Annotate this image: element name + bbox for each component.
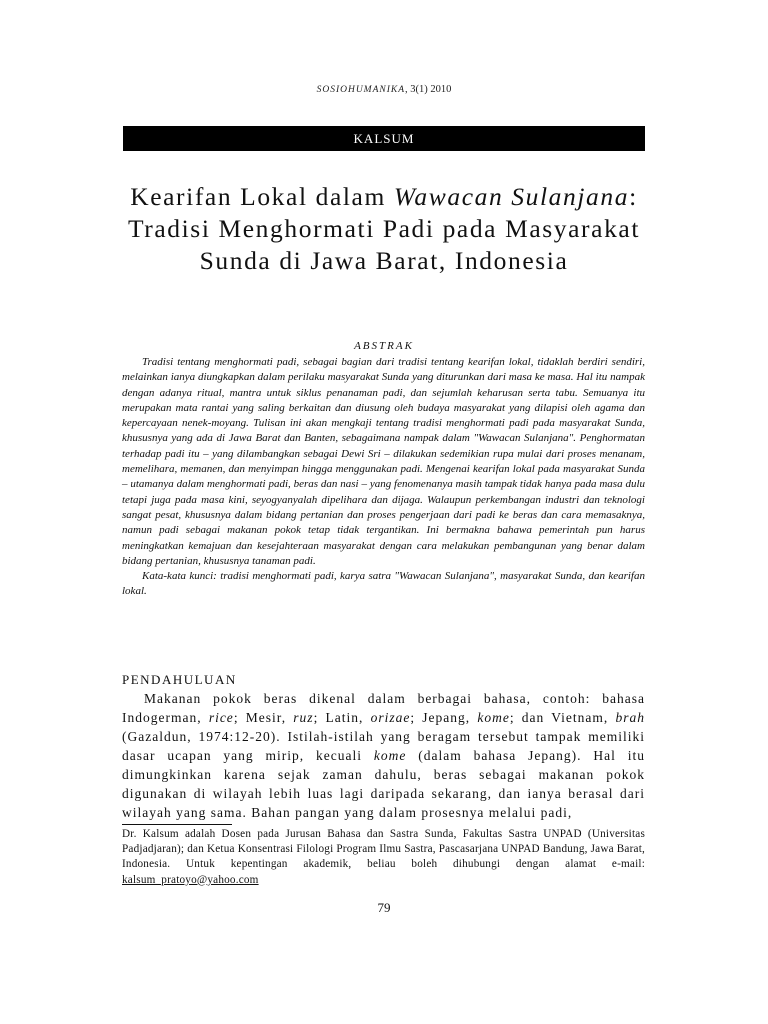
journal-header: [0, 84, 768, 95]
author-email-link[interactable]: kalsum_pratoyo@yahoo.com: [122, 873, 259, 886]
title-part-1: Kearifan Lokal dalam: [130, 182, 394, 211]
body-text-5: ; dan Vietnam,: [509, 710, 616, 725]
journal-name: SOSIOHUMANIKA: [316, 85, 406, 95]
footnote: [122, 827, 645, 888]
term-kome: kome: [477, 710, 510, 725]
abstract-paragraph: Tradisi tentang menghormati padi, sebagai bagian dari tradisi tentang kearifan lokal, tidaklah berdiri sendiri, melainkan ianya diungkapkan dalam perilaku masyarakat Sunda yang diturunkan dari masa ke masa. Hal itu nampak dengan adanya ritual, mantra untuk siklus penanaman padi, dan sejumlah keharusan serta tabu. Semuanya itu merupakan mata rantai yang saling berkaitan dan diusung oleh budaya masyarakat yang dilapisi oleh agama dan kepercayaan nenek-moyang. Tulisan ini akan mengkaji tentang tradisi menghormati padi pada masyarakat Sunda, khususnya yang ada di Jawa Barat dan Banten, sebagaimana nampak dalam "Wawacan Sulanjana". Penghormatan terhadap padi itu – yang dilambangkan sebagai Dewi Sri – dilakukan sedemikian rupa mulai dari proses menanam, memelihara, memanen, dan menyimpan hingga menggunakan padi. Mengenai kearifan lokal pada masyarakat Sunda – utamanya dalam menghormati padi, beras dan nasi – yang fenomenanya masih tampak tidak hanya pada masa dulu tetapi juga pada masa kini, seyogyanyalah dipelihara dan dijaga. Walaupun perkembangan industri dan teknologi sangat pesat, khususnya dalam bidang pertanian dan proses pengerjaan dari padi ke beras dan cara memasaknya, namun padi sebagai makanan pokok tetap tidak tergantikan. Ini bermakna bahawa pemerintah pun harus meningkatkan kemajuan dan kesejahteraan masyarakat dengan cara melakukan pembangunan yang benar dalam bidang pertanian, khususnya tanaman padi.: [122, 356, 645, 567]
footnote-rule: [122, 824, 232, 825]
journal-issue: , 3(1) 2010: [405, 84, 452, 95]
body-text-7: (dalam bahasa Jepang). Hal itu dimungkinkan karena sejak zaman dahulu, beras sebagai makanan pokok digunakan di wilayah lebih luas lagi daripada sekarang, dan ianya berasal dari wilayah yang sama. Bahan pangan yang dalam prosesnya melalui padi,: [122, 748, 645, 820]
term-ruz: ruz: [293, 710, 314, 725]
abstract-keywords: Kata-kata kunci: tradisi menghormati padi, karya satra "Wawacan Sulanjana", masyarakat Sunda, dan kearifan lokal.: [122, 570, 645, 598]
body-text-2: ; Mesir,: [233, 710, 294, 725]
body-text-4: ; Jepang,: [410, 710, 478, 725]
abstract-block: [122, 355, 645, 600]
abstract-heading: ABSTRAK: [354, 340, 414, 352]
body-text-1: Makanan pokok beras dikenal dalam berbagai bahasa, contoh: bahasa Indogerman,: [122, 691, 645, 725]
term-orizae: orizae: [370, 710, 411, 725]
article-title: [100, 181, 668, 277]
title-italic-work: Wawacan Sulanjana: [393, 182, 630, 211]
title-part-2: : Tradisi Menghormati Padi pada Masyarakat Sunda di Jawa Barat, Indonesia: [127, 182, 641, 275]
body-text-6: (Gazaldun, 1974:12-20). Istilah-istilah yang beragam tersebut tampak memiliki dasar ucapan yang mirip, kecuali: [122, 729, 645, 763]
term-rice: rice: [208, 710, 234, 725]
term-brah: brah: [615, 710, 645, 725]
body-paragraph: [122, 689, 645, 822]
body-text-3: ; Latin,: [313, 710, 371, 725]
section-heading: PENDAHULUAN: [122, 672, 237, 687]
page-number: 79: [377, 900, 391, 915]
term-kome-2: kome: [373, 748, 407, 763]
author-bar: KALSUM: [123, 126, 645, 151]
footnote-text: Dr. Kalsum adalah Dosen pada Jurusan Bahasa dan Sastra Sunda, Fakultas Sastra UNPAD (Universitas Padjadjaran); dan Ketua Konsentrasi Filologi Program Ilmu Sastra, Pascasarjana UNPAD Bandung, Jawa Barat, Indonesia. Untuk kepentingan akademik, beliau boleh dihubungi dengan alamat e-mail:: [122, 828, 645, 871]
